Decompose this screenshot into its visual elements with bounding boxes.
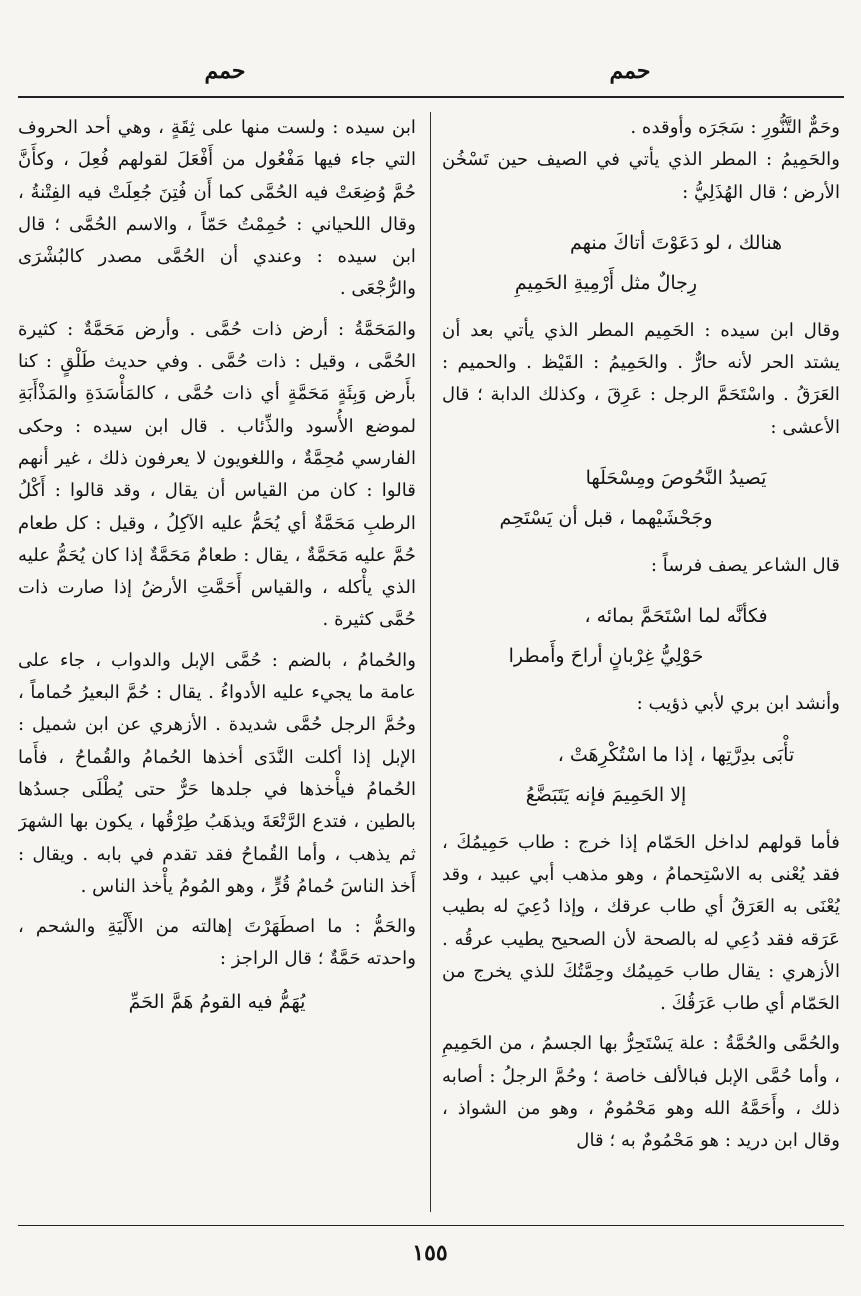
- paragraph: وقال ابن سيده : الحَمِيم المطر الذي يأتي بعد أن يشتد الحر لأنه حارٌّ . والحَمِيمُ : القَيْظ . والحميم : العَرَقُ . واسْتَحَمَّ الرجل : عَرِقَ ، وكذلك الدابة ؛ قال الأعشى :: [442, 319, 840, 438]
- footer-rule: [18, 1225, 844, 1226]
- running-head-left: حمم: [204, 58, 246, 84]
- verse: [442, 223, 840, 303]
- running-head-right: حمم: [609, 58, 651, 84]
- page-number: ١٥٥: [412, 1240, 448, 1266]
- left-column: [18, 112, 416, 1212]
- verse-hemistich: رِجالٌ مثل أَرْمِيةِ الحَمِيمِ: [514, 271, 698, 294]
- paragraph: والمَحَمَّةُ : أرض ذات حُمَّى . وأرض مَحَمَّةٌ : كثيرة الحُمَّى ، وقيل : ذات حُمَّى . وفي حديث طَلْقٍ : كنا بأَرض وَبِئَةٍ مَحَمَّةٍ أي ذات حُمَّى ، كالمَأْسَدَةِ والمَذْأَبَةِ لموضع الأُسود والذِّئاب . قال ابن سيده : وحكى الفارسي مُحِمَّةٌ ، واللغويون لا يعرفون ذلك ، غير أنهم قالوا : كان من القياس أن يقال ، وقد قالوا : أَكْلُ الرطبِ مَحَمَّةٌ أي يُحَمُّ عليه الآكِلُ ، وقيل : كل طعام حُمَّ عليه مَحَمَّةٌ ، يقال : طعامٌ مَحَمَّةٌ إذا كان يُحَمُّ عليه الذي يأْكله ، والقياس أَحَمَّتِ الأرضُ إذا صارت ذات حُمَّى كثيرة .: [18, 318, 416, 631]
- verse-hemistich: إلا الحَمِيمَ فإنه يَتَبَضَّعُ: [525, 783, 687, 806]
- verse-hemistich: هنالك ، لو دَعَوْتَ أتاكَ منهم: [569, 231, 783, 254]
- verse-hemistich: يَصيدُ النَّحُوصَ ومِسْحَلَها: [585, 467, 767, 490]
- right-column: [442, 112, 840, 1212]
- header-rule: [18, 96, 844, 98]
- verse: [442, 735, 840, 815]
- paragraph: وأنشد ابن بري لأبي ذؤيب :: [636, 693, 840, 715]
- paragraph: والحُمَّى والحُمَّةُ : علة يَسْتَحِرُّ بها الجسمُ ، من الحَمِيمِ ، وأما حُمَّى الإبل فبالألف خاصة ؛ وحُمَّ الرجلُ : أصابه ذلك ، وأَحَمَّهُ الله وهو مَحْمُومٌ ، وهو من الشواذ ، وقال ابن دريد : هو مَحْمُومٌ به ؛ قال: [442, 1033, 840, 1152]
- paragraph: والحُمامُ ، بالضم : حُمَّى الإبل والدواب ، جاء على عامة ما يجيء عليه الأدواءُ . يقال : حُمَّ البعيرُ حُماماً ، وحُمَّ الرجل حُمَّى شديدة . الأزهري عن ابن شميل : الإبل إذا أكلت النَّدَى أخذها الحُمامُ والقُماحُ ، فأَما الحُمامُ فيأْخذها في جلدها حَرٌّ حتى يُطْلَى جسدُها بالطين ، فتدع الرَّتْعَةَ ويذهَبُ طِرْقُها ، يكون بها الشهرَ ثم يذهب ، وأما القُماحُ فقد تقدم في بابه . ويقال : أَخذ الناسَ حُمامُ قُرٍّ ، وهو المُومُ يأْخذ الناس .: [18, 649, 416, 897]
- paragraph: قال الشاعر يصف فرساً :: [650, 555, 840, 577]
- paragraph: ابن سيده : ولست منها على ثِقَةٍ ، وهي أحد الحروف التي جاء فيها مَفْعُول من أَفْعَلَ لقولهم فُعِلَ ، وكأَنَّ حُمَّ وُضِعَتْ فيه الحُمَّى كما أَن فُتِنَ جُعِلَتْ فيه الفِتْنةُ ، وقال اللحياني : حُمِمْتُ حَمّاً ، والاسم الحُمَّى ؛ قال ابن سيده : وعندي أن الحُمَّى مصدر كالبُشْرَى والرُّجْعَى .: [18, 117, 416, 300]
- verse-hemistich: حَوْلِيُّ غِرْبانٍ أراحَ وأَمطرا: [508, 645, 704, 668]
- paragraph: والحَمِيمُ : المطر الذي يأتي في الصيف حين تَسْخُن الأرض ؛ قال الهُذَلِيُّ :: [442, 149, 840, 203]
- verse: [442, 596, 840, 676]
- verse: [442, 458, 840, 538]
- column-divider: [430, 112, 431, 1212]
- paragraph: وحَمٌّ التَّنُّورِ : سَجَرَه وأوقده .: [630, 117, 840, 138]
- verse-hemistich: وجَحْشَيْهما ، قبل أن يَسْتَحِم: [499, 507, 713, 530]
- paragraph: فأما قولهم لداخل الحَمّام إذا خرج : طاب حَمِيمُكَ ، فقد يُعْنى به الاسْتِحمامُ ، وهو مذهب أبي عبيد ، وقد يُعْنَى به العَرَقُ أي طاب عرقك ، وإذا دُعِيَ له بطيب عَرَقه فقد دُعِي له بالصحة لأن الصحيح يطيب عرقُه . الأزهري : يقال طاب حَمِيمُك وحِمَّتُكَ للذي يخرج من الحَمّام أي طاب عَرَقُكَ .: [442, 831, 840, 1015]
- paragraph: والحَمُّ : ما اصطَهَرْتَ إهالته من الأَلْيَةِ والشحم ، واحدته حَمَّةٌ ؛ قال الراجز :: [18, 916, 416, 970]
- verse: يُهَمُّ فيه القومُ هَمَّ الحَمِّ: [128, 990, 306, 1013]
- verse-hemistich: تأْبَى بدِرَّتِها ، إذا ما اسْتُكْرِهَتْ ،: [557, 743, 795, 766]
- verse-hemistich: فكأنَّه لما اسْتَحَمَّ بمائه ،: [584, 605, 768, 628]
